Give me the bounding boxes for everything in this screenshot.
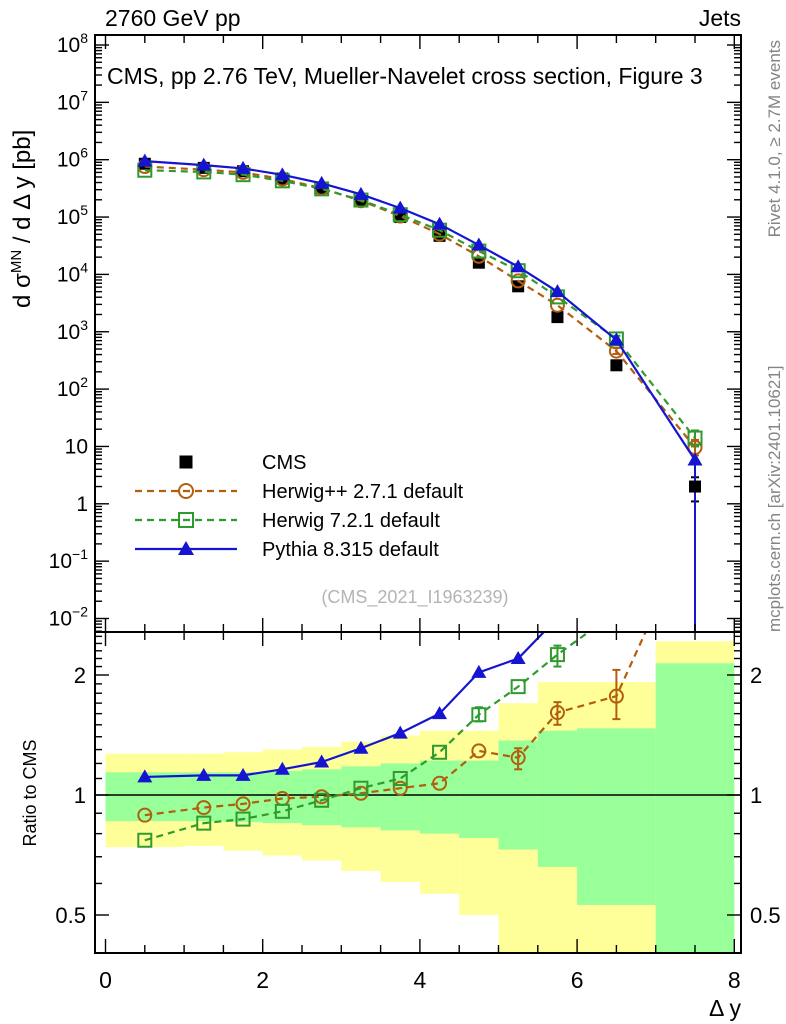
main-y-tick-label: $10^7$ [56,87,88,115]
herwigpp-markers [138,160,701,454]
ratio-y-tick-label: 1 [73,783,86,808]
watermark-analysis-id: (CMS_2021_I1963239) [321,587,509,607]
green-uncertainty-band [538,731,577,867]
header-beam-label: 2760 GeV pp [105,5,241,31]
legend-entry-herwig7 [135,513,237,527]
x-tick-label: 8 [727,967,741,993]
ratio-y-tick-label: 0.5 [750,903,781,928]
main-series-group [137,154,702,642]
cms-markers [139,158,701,493]
green-uncertainty-band [459,761,498,838]
legend-entry-herwigpp [135,484,237,498]
legend-entry-pythia [135,541,237,555]
header-analysis-label: Jets [698,5,741,31]
pythia-line [145,161,695,460]
data-point-marker [609,611,624,624]
green-uncertainty-band [341,766,380,827]
ratio-y-axis-label: Ratio to CMS [20,739,40,847]
main-y-tick-label: $10^5$ [56,202,88,230]
main-y-tick-label: $10^{-1}$ [48,546,88,574]
main-y-tick-label: $10^4$ [56,259,88,287]
green-uncertainty-band [381,763,420,830]
data-point-marker [688,453,703,466]
main-plot-title: CMS, pp 2.76 TeV, Mueller-Navelet cross section, Figure 3 [107,63,703,89]
legend-entry-cms [180,456,193,469]
main-y-tick-label: 10 [64,435,88,459]
herwig7-markers [138,164,701,445]
main-y-axis-label: d $\sigma^{MN}$ / d Δ y [pb] [8,129,36,308]
herwig7-line [145,170,695,438]
data-point-marker [511,259,526,272]
ratio-y-tick-label: 2 [73,663,86,688]
green-uncertainty-band [577,728,656,905]
main-y-tick-label: 1 [76,492,88,516]
data-point-marker [393,726,408,739]
x-tick-label: 4 [413,967,427,993]
data-point-marker [610,605,623,618]
data-point-marker [550,610,565,623]
data-point-marker [610,359,622,371]
main-y-tick-label: $10^2$ [56,374,88,402]
green-uncertainty-band [263,771,302,823]
ratio-y-tick-label: 1 [750,783,763,808]
x-tick-label: 6 [570,967,584,993]
x-axis-label: Δ y [709,995,741,1021]
legend-label-herwig7: Herwig 7.2.1 default [262,510,440,532]
main-y-tick-label: $10^8$ [56,30,88,57]
ratio-y-tick-label: 2 [750,663,763,688]
green-uncertainty-band [302,769,341,825]
data-point-marker [689,481,701,493]
herwigpp-line [145,167,695,448]
main-y-tick-label: $10^{-2}$ [48,603,88,631]
x-tick-label: 2 [256,967,270,993]
data-point-marker [180,456,193,469]
x-tick-label: 0 [99,967,112,993]
mcplots-arxiv-caption: mcplots.cern.ch [arXiv:2401.10621] [765,365,784,632]
main-y-tick-label: $10^3$ [56,316,88,344]
main-y-tick-label: $10^6$ [56,144,88,172]
legend-label-cms: CMS [262,452,307,474]
data-point-marker [551,311,563,323]
rivet-version-caption: Rivet 4.1.0, ≥ 2.7M events [765,40,784,238]
ratio-y-tick-label: 0.5 [55,903,86,928]
pythia-markers [137,154,702,466]
legend-markers [135,456,237,556]
legend-label-pythia: Pythia 8.315 default [262,539,439,561]
legend-label-herwigpp: Herwig++ 2.7.1 default [262,481,464,503]
